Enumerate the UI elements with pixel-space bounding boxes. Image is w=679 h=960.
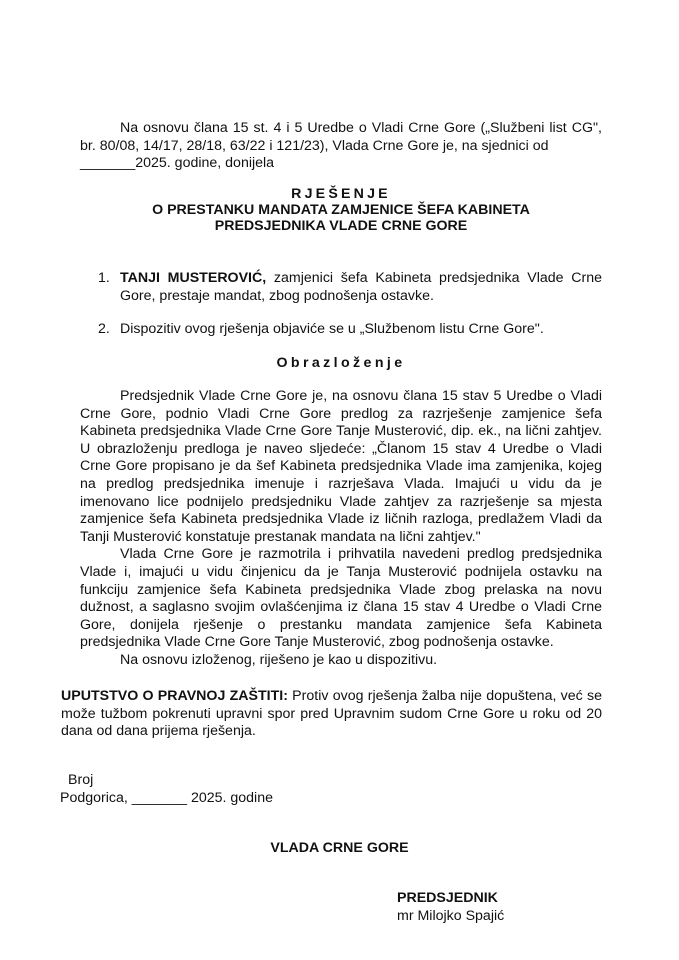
decision-subtitle-line-2: PREDSJEDNIKA VLADE CRNE GORE bbox=[214, 218, 468, 234]
intro-line-2: _______2025. godine, donijela bbox=[80, 155, 275, 172]
signatory-role: PREDSJEDNIK bbox=[397, 890, 498, 906]
disposition-item-1 bbox=[80, 270, 602, 305]
decision-subtitle-line-1: O PRESTANKU MANDATA ZAMJENICE ŠEFA KABINETA bbox=[152, 202, 530, 218]
reasoning-paragraph-3: Na osnovu izloženog, riješeno je kao u dispozitivu. bbox=[120, 651, 438, 668]
reasoning-heading: Obrazloženje bbox=[276, 355, 406, 371]
item-text: zamjenici šefa Kabineta predsjednika Vlade Crne Gore, prestaje mandat, zbog podnošenja ostavke. bbox=[120, 270, 602, 304]
item-number: 1. bbox=[98, 270, 110, 286]
intro-line-1: Na osnovu člana 15 st. 4 i 5 Uredbe o Vladi Crne Gore („Službeni list CG", br. 80/08, 14/17, 28/18, 63/22 i 121/23), Vlada Crne Gore je, na sjednici od bbox=[80, 120, 602, 154]
legal-remedy-label: UPUTSTVO O PRAVNOJ ZAŠTITI: bbox=[61, 688, 288, 704]
reasoning-body bbox=[80, 388, 602, 670]
reasoning-paragraph-1: Predsjednik Vlade Crne Gore je, na osnovu člana 15 stav 5 Uredbe o Vladi Crne Gore, podnio Vladi Crne Gore predlog za razrješenje zamjenice šefa Kabineta predsjednika Vlade Crne Gore Tanje Musterović, dip. ek., na lični zahtjev. U obrazloženju predloga je naveo sljedeće: „Članom 15 stav 4 Uredbe o Vladi Crne Gore propisano je da šef Kabineta predsjednika Vlade ima zamjenika, kojeg na predlog predsjednika imenuje i razrješava Vlada. Imajući u vidu da je imenovano lice podnijelo predsjedniku Vlade zahtjev za razrješenje sa mjesta zamjenice šefa Kabineta predsjednika Vlade iz ličnih razloga, predlažem Vladi da Tanji Musterović konstatuje prestanak mandata na lični zahtjev." bbox=[80, 388, 602, 545]
item-number: 2. bbox=[98, 321, 110, 337]
issuing-authority: VLADA CRNE GORE bbox=[270, 840, 409, 856]
signatory-name: mr Milojko Spajić bbox=[397, 907, 505, 924]
legal-remedy-note bbox=[61, 688, 602, 741]
place-and-date: Podgorica, _______ 2025. godine bbox=[60, 790, 273, 806]
decision-title bbox=[80, 186, 602, 234]
reference-number-label: Broj bbox=[68, 772, 94, 788]
decision-heading: RJEŠENJE bbox=[291, 186, 391, 202]
disposition-item-2 bbox=[80, 321, 602, 339]
signature-block bbox=[397, 890, 504, 925]
legal-remedy-text: Protiv ovog rješenja žalba nije dopuštena, već se može tužbom pokrenuti upravni spor pred Upravnim sudom Crne Gore u roku od 20 dana od dana prijema rješenja. bbox=[61, 688, 602, 740]
item-text: Dispozitiv ovog rješenja objaviće se u „Službenom listu Crne Gore". bbox=[120, 321, 544, 337]
intro-paragraph bbox=[80, 120, 602, 173]
item-bold-name: TANJI MUSTEROVIĆ, bbox=[120, 270, 267, 286]
reasoning-paragraph-2: Vlada Crne Gore je razmotrila i prihvatila navedeni predlog predsjednika Vlade i, imajući u vidu činjenicu da je Tanja Musterović podnijela ostavku na funkciju zamjenice šefa Kabineta predsjednika Vlade zbog prelaska na novu dužnost, a saglasno svojim ovlašćenjima iz člana 15 stav 4 Uredbe o Vladi Crne Gore, donijela rješenje o prestanku mandata zamjenice šefa Kabineta predsjednika Vlade Crne Gore Tanje Musterović, zbog podnošenja ostavke. bbox=[80, 546, 602, 651]
